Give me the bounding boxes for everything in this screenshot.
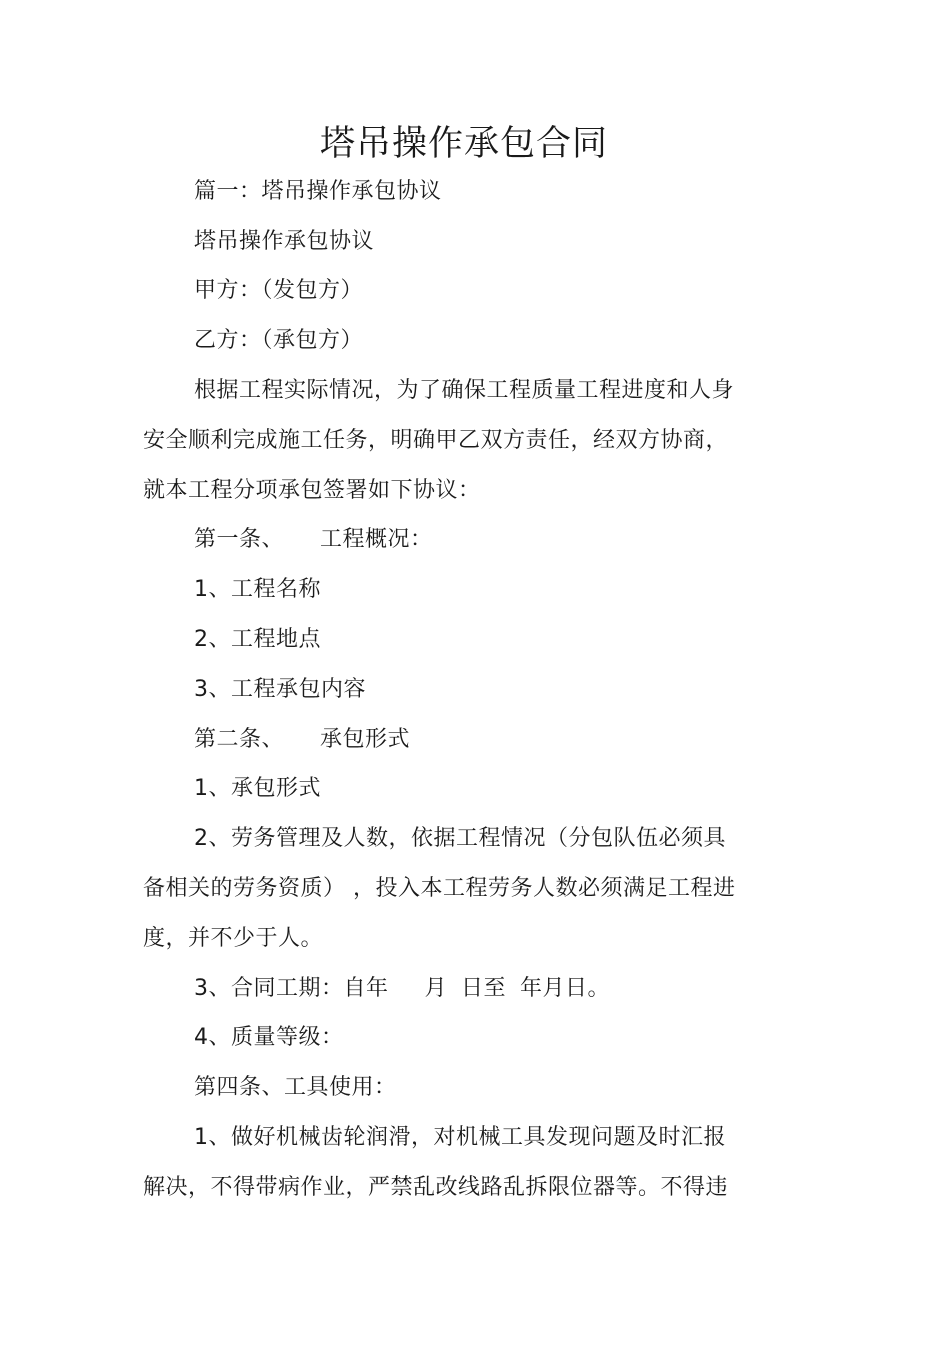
contract-period-start: 3、合同工期：自年 [194, 976, 389, 1001]
party-b-line: 乙方：（承包方） [194, 328, 364, 353]
document-title: 塔吊操作承包合同 [319, 124, 608, 164]
article-heading [194, 525, 433, 555]
paragraph-line: 备相关的劳务资质） ，投入本工程劳务人数必须满足工程进 [143, 876, 736, 901]
party-a-line: 甲方：（发包方） [194, 278, 364, 303]
article-number: 第一条、 [194, 527, 285, 552]
list-item: 4、质量等级： [194, 1025, 344, 1050]
paragraph-line: 根据工程实际情况，为了确保工程质量工程进度和人身 [194, 378, 735, 403]
article-heading [194, 725, 410, 755]
article-title: 承包形式 [320, 727, 411, 752]
list-item: 1、做好机械齿轮润滑，对机械工具发现问题及时汇报 [194, 1125, 726, 1150]
list-item: 1、工程名称 [194, 577, 321, 602]
contract-period-to: 日至 [461, 976, 507, 1001]
list-item: 2、劳务管理及人数，依据工程情况（分包队伍必须具 [194, 826, 726, 851]
list-item: 3、工程承包内容 [194, 677, 366, 702]
list-item [194, 974, 610, 1004]
contract-period-end: 年月日。 [520, 976, 611, 1001]
contract-period-month: 月 [424, 976, 448, 1001]
article-heading: 第四条、工具使用： [194, 1075, 397, 1100]
list-item: 1、承包形式 [194, 776, 321, 801]
subtitle-line: 塔吊操作承包协议 [194, 229, 375, 254]
section-heading: 篇一：塔吊操作承包协议 [194, 179, 442, 204]
paragraph-line: 安全顺利完成施工任务，明确甲乙双方责任，经双方协商， [143, 428, 729, 453]
paragraph-line: 就本工程分项承包签署如下协议： [143, 478, 481, 503]
article-title: 工程概况： [320, 527, 433, 552]
article-number: 第二条、 [194, 727, 285, 752]
paragraph-line: 解决，不得带病作业，严禁乱改线路乱拆限位器等。不得违 [143, 1175, 729, 1200]
list-item: 2、工程地点 [194, 627, 321, 652]
paragraph-line: 度，并不少于人。 [143, 926, 324, 951]
